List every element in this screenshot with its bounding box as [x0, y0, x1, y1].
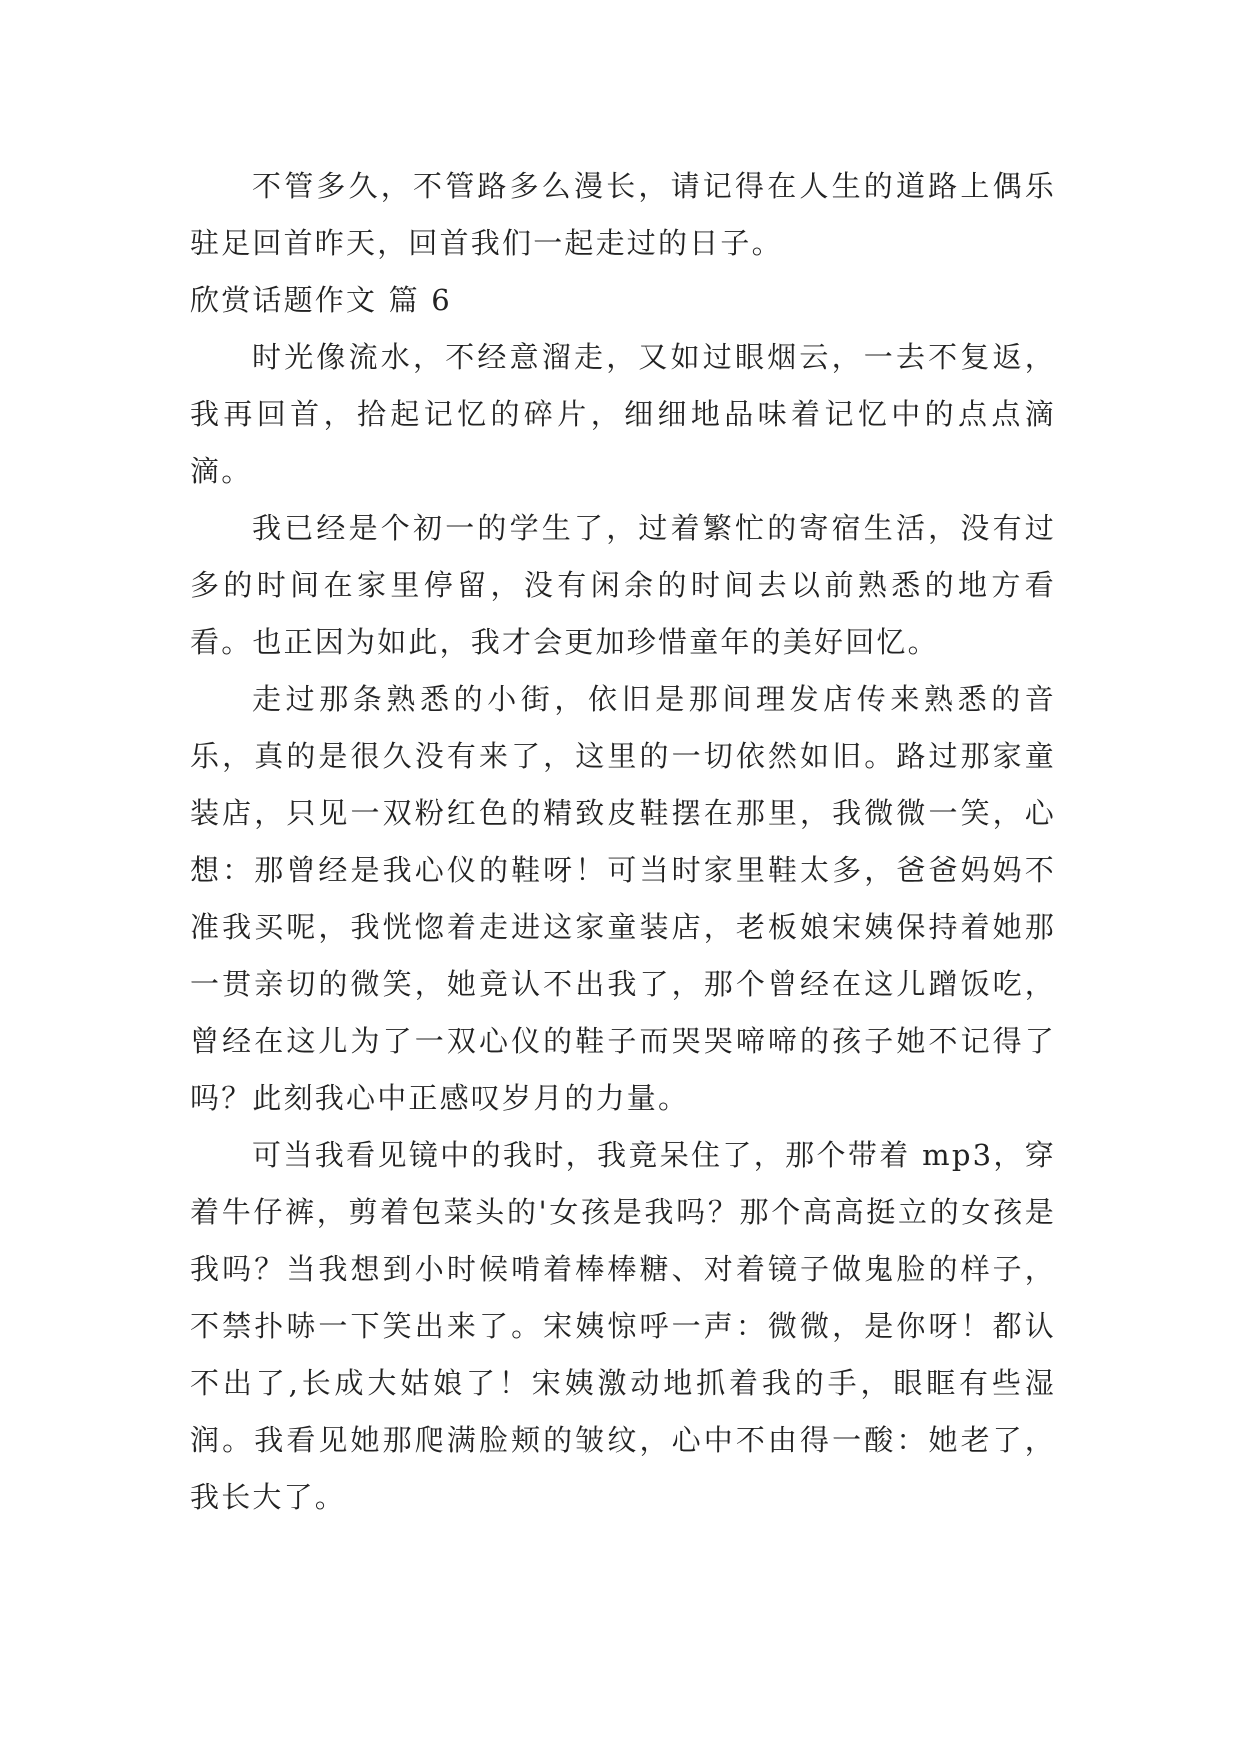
paragraph-2: 时光像流水，不经意溜走，又如过眼烟云，一去不复返，我再回首，拾起记忆的碎片，细细地品味着记忆中的点点滴滴。 [190, 340, 1056, 488]
document-body [190, 158, 1056, 1526]
paragraph-3: 我已经是个初一的学生了，过着繁忙的寄宿生活，没有过多的时间在家里停留，没有闲余的时间去以前熟悉的地方看看。也正因为如此，我才会更加珍惜童年的美好回忆。 [190, 511, 1056, 659]
paragraph-1: 不管多久，不管路多么漫长，请记得在人生的道路上偶乐驻足回首昨天，回首我们一起走过的日子。 [190, 169, 1056, 260]
paragraph-4: 走过那条熟悉的小街，依旧是那间理发店传来熟悉的音乐，真的是很久没有来了，这里的一切依然如旧。路过那家童装店，只见一双粉红色的精致皮鞋摆在那里，我微微一笑，心想：那曾经是我心仪的鞋呀！可当时家里鞋太多，爸爸妈妈不准我买呢，我恍惚着走进这家童装店，老板娘宋姨保持着她那一贯亲切的微笑，她竟认不出我了，那个曾经在这儿蹭饭吃，曾经在这儿为了一双心仪的鞋子而哭哭啼啼的孩子她不记得了吗？此刻我心中正感叹岁月的力量。 [190, 682, 1056, 1115]
paragraph-5: 可当我看见镜中的我时，我竟呆住了，那个带着 mp3，穿着牛仔裤，剪着包菜头的'女孩是我吗？那个高高挺立的女孩是我吗？当我想到小时候啃着棒棒糖、对着镜子做鬼脸的样子，不禁扑哧一下笑出来了。宋姨惊呼一声：微微，是你呀！都认不出了,长成大姑娘了！宋姨激动地抓着我的手，眼眶有些湿润。我看见她那爬满脸颊的皱纹，心中不由得一酸：她老了，我长大了。 [190, 1138, 1056, 1514]
section-heading: 欣赏话题作文 篇 6 [190, 283, 452, 317]
